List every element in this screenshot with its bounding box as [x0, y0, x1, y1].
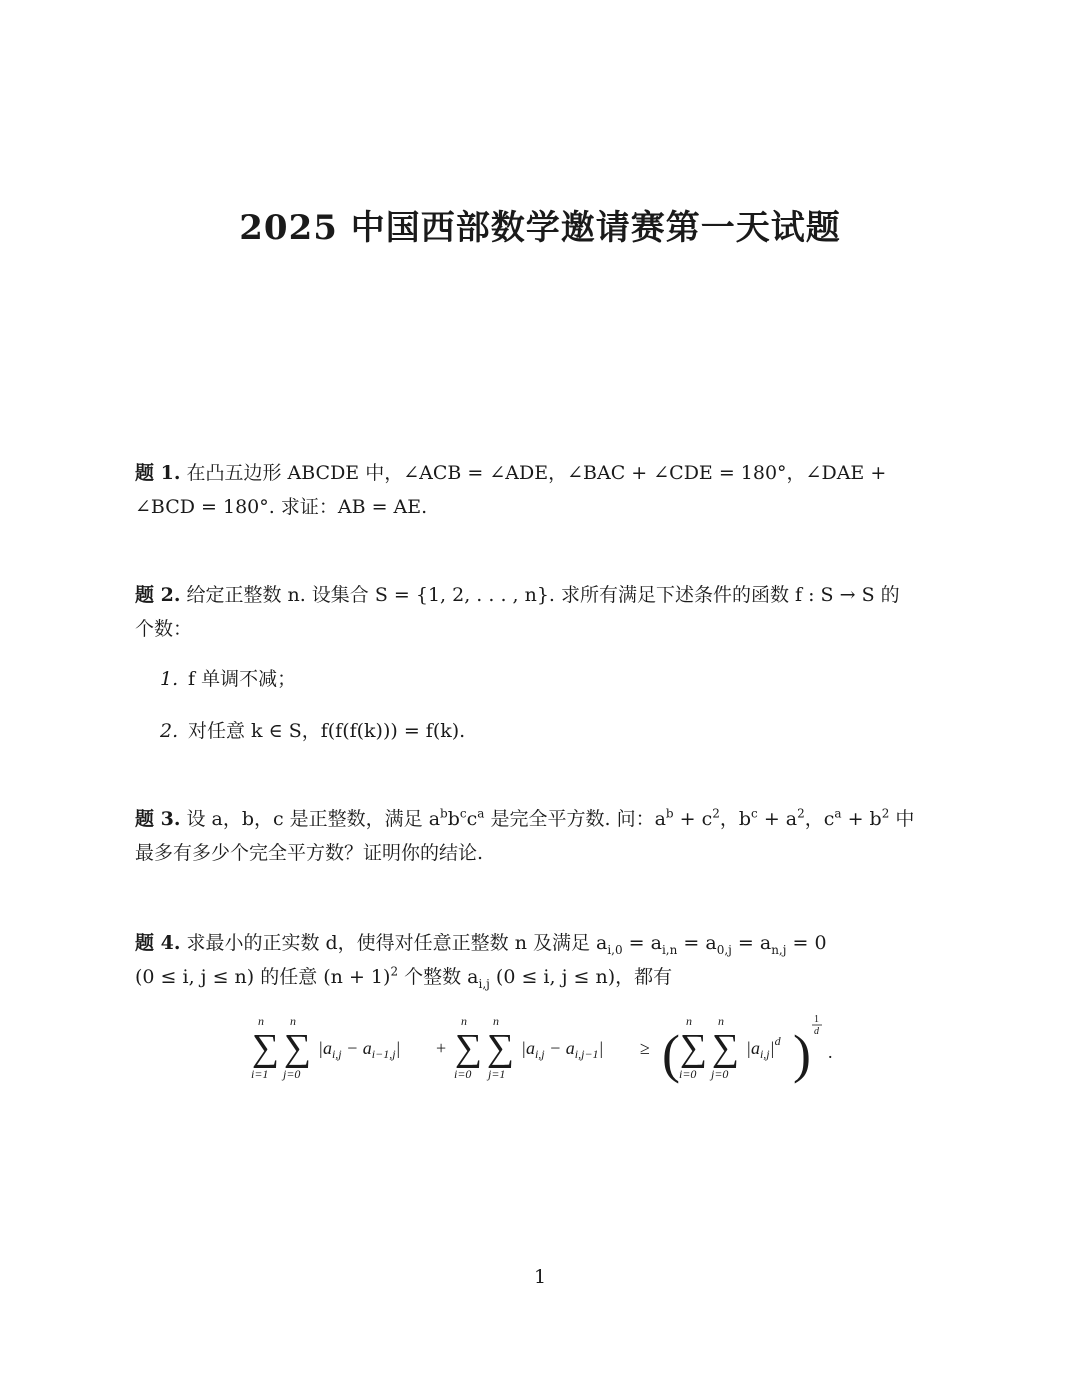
problem-3-text: + c — [673, 808, 713, 830]
problem-2-line-2: 个数： — [135, 618, 193, 640]
problem-1-line-1 — [135, 456, 947, 490]
sum-sign: ∑ — [284, 1027, 312, 1069]
display-formula — [0, 1010, 1080, 1100]
sum-lower-limit: j=1 — [488, 1067, 506, 1081]
condition-item-1 — [160, 664, 296, 691]
subscript: i,j — [478, 976, 490, 991]
term-2: $|a_{i,j} - a_{i,j-1}|$ — [521, 1038, 604, 1061]
sum-lower-limit: i=0 — [679, 1067, 697, 1081]
right-paren: ) — [793, 1024, 811, 1084]
sum-sign: ∑ — [712, 1027, 740, 1069]
sum-upper-limit: n — [258, 1014, 264, 1028]
sum-sign: ∑ — [455, 1027, 483, 1069]
variable: b — [447, 808, 460, 830]
subscript: i,n — [661, 942, 678, 957]
problem-4-text: (0 ≤ i, j ≤ n) 的任意 (n + 1) — [135, 966, 391, 988]
sum-upper-limit: n — [290, 1014, 296, 1028]
problem-4-text: (0 ≤ i, j ≤ n)，都有 — [489, 966, 673, 988]
exponent: c — [459, 806, 467, 821]
problem-4-text: = a — [677, 932, 717, 954]
sum-upper-limit: n — [686, 1014, 692, 1028]
problem-4-text: 求最小的正实数 d，使得对任意正整数 n 及满足 a — [186, 932, 608, 954]
sum-sign: ∑ — [487, 1027, 515, 1069]
subscript: 0,j — [716, 942, 732, 957]
problem-3-text: ，b — [719, 808, 752, 830]
problem-4-text: = a — [731, 932, 772, 954]
problem-2-label: 题 2. — [135, 584, 181, 606]
problem-4-line-2 — [135, 960, 947, 994]
problem-4 — [135, 926, 947, 994]
page-number: 1 — [533, 1266, 547, 1288]
problem-3-text: ，c — [804, 808, 835, 830]
exponent: b — [440, 806, 448, 821]
sum-upper-limit: n — [461, 1014, 467, 1028]
condition-number: 1. — [160, 668, 179, 690]
problem-3-label: 题 3. — [135, 808, 181, 830]
plus-sign: + — [436, 1038, 447, 1058]
problem-4-line-1 — [135, 926, 947, 960]
problem-1-line-2: ∠BCD = 180°. 求证：AB = AE. — [135, 496, 428, 518]
sum-sign: ∑ — [252, 1027, 280, 1069]
problem-3-line-1 — [135, 802, 947, 836]
sum-upper-limit: n — [493, 1014, 499, 1028]
problem-4-text: 个整数 a — [398, 966, 479, 988]
sum-lower-limit: i=1 — [251, 1067, 269, 1081]
problem-3-text: + b — [841, 808, 882, 830]
problem-3-text: 设 a，b，c 是正整数，满足 a — [186, 808, 441, 830]
exponent-numerator: 1 — [814, 1014, 819, 1025]
sum-lower-limit: j=0 — [711, 1067, 729, 1081]
exponent: b — [665, 806, 674, 821]
subscript: i,0 — [607, 942, 623, 957]
problem-2-line-1 — [135, 578, 947, 612]
problem-2-text-1: 给定正整数 n. 设集合 S = {1, 2, . . . , n}. 求所有满足下述条件的函数 f : S → S 的 — [186, 584, 900, 606]
page-title: 2025 中国西部数学邀请赛第一天试题 — [239, 208, 841, 248]
condition-text: 对任意 k ∈ S，f(f(f(k))) = f(k). — [188, 720, 466, 742]
left-paren: ( — [662, 1024, 680, 1084]
condition-number: 2. — [160, 720, 179, 742]
problem-3-line-2: 最多有多少个完全平方数？证明你的结论. — [135, 842, 484, 864]
sum-upper-limit: n — [718, 1014, 724, 1028]
exponent: 2 — [390, 964, 399, 979]
problem-4-text: = a — [622, 932, 662, 954]
problem-3-text: 是完全平方数. 问：a — [484, 808, 666, 830]
sum-lower-limit: j=0 — [283, 1067, 301, 1081]
problem-2 — [135, 578, 947, 646]
sum-sign: ∑ — [680, 1027, 708, 1069]
exponent: a — [477, 806, 485, 821]
problem-1-text-1: 在凸五边形 ABCDE 中，∠ACB = ∠ADE，∠BAC + ∠CDE = 180°，∠DAE + — [186, 462, 887, 484]
problem-1 — [135, 456, 947, 524]
exponent-denominator: d — [814, 1026, 819, 1037]
variable: c — [466, 808, 478, 830]
exponent: c — [751, 806, 758, 821]
term-1: $|a_{i,j} - a_{i-1,j}|$ — [318, 1038, 401, 1061]
problem-4-text: = 0 — [786, 932, 827, 954]
condition-text: f 单调不减； — [188, 668, 297, 690]
exponent: 2 — [712, 806, 720, 821]
condition-item-2 — [160, 716, 465, 743]
problem-3-text: 中 — [889, 808, 915, 830]
problem-3 — [135, 802, 947, 870]
geq-sign: ≥ — [640, 1038, 650, 1058]
exponent: 2 — [881, 806, 890, 821]
problem-4-label: 题 4. — [135, 932, 181, 954]
problem-1-label: 题 1. — [135, 462, 181, 484]
sum-lower-limit: i=0 — [454, 1067, 472, 1081]
term-3: $|a_{i,j}|^d$ — [746, 1034, 781, 1061]
exponent: 2 — [797, 806, 805, 821]
subscript: n,j — [771, 942, 787, 957]
exponent: a — [834, 806, 842, 821]
problem-3-text: + a — [757, 808, 798, 830]
formula-period: . — [828, 1042, 833, 1062]
